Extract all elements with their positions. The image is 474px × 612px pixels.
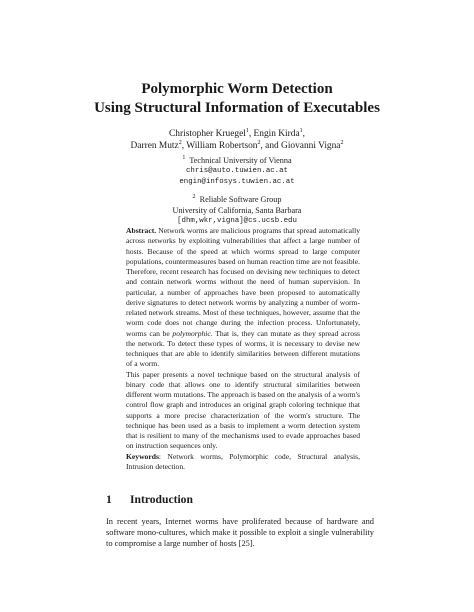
affiliation-email: engin@infosys.tuwien.ac.at bbox=[179, 177, 295, 186]
paper-title-line-2: Using Structural Information of Executables bbox=[94, 100, 380, 116]
author-separator: , bbox=[302, 129, 305, 139]
body-paragraph: In recent years, Internet worms have proliferated because of hardware and software mono-cultures, which make it possible to exploit a single vulnerability to compromise a large number of hosts [25]. bbox=[106, 517, 374, 548]
abstract-label: Abstract. bbox=[126, 226, 157, 235]
author-separator: , bbox=[248, 129, 254, 139]
author-separator: , and bbox=[260, 141, 282, 151]
affiliation-block bbox=[0, 156, 474, 226]
author-affiliation-mark: 2 bbox=[340, 140, 344, 146]
author-line-2 bbox=[0, 140, 474, 152]
abstract-text: . That is, they can mutate as they spread across the network. To detect these types of worms, it is necessary to devise new techniques that are able to identify similarities between different mutations of a worm. bbox=[126, 328, 360, 369]
section-number: 1 bbox=[106, 493, 112, 506]
introduction-text bbox=[106, 516, 374, 549]
section-heading bbox=[106, 493, 193, 507]
affiliation-name: Reliable Software Group bbox=[199, 195, 282, 205]
author-affiliation-mark: 2 bbox=[178, 140, 182, 146]
affiliation-1 bbox=[0, 156, 474, 166]
keywords-text: : Network worms, Polymorphic code, Structural analysis, Intrusion detection. bbox=[126, 452, 360, 472]
author-separator: , bbox=[181, 141, 187, 151]
author-affiliation-mark: 1 bbox=[299, 128, 303, 134]
affiliation-mark: 1 bbox=[182, 155, 186, 161]
affiliation-2 bbox=[0, 195, 474, 205]
affiliation-email: [dhm,wkr,vigna]@cs.ucsb.edu bbox=[177, 217, 297, 226]
abstract-text: Network worms are malicious programs that spread automatically across networks by exploiting vulnerabilities that affect a large number of hosts. Because of the speed at which worms spread to large computer populations, countermeasures based on human reaction time are not feasible. Therefore, recent research has focused on devising new techniques to detect and contain network worms without the need of human supervision. In particular, a number of approaches have been proposed to automatically derive signatures to detect network worms by analyzing a number of worm-related network streams. Most of these techniques, however, assume that the worm code does not change during the infection process. Unfortunately, worms can be bbox=[126, 226, 360, 338]
affiliation-name: Technical University of Vienna bbox=[189, 156, 292, 165]
abstract-paragraph-1 bbox=[126, 226, 360, 370]
author-name: William Robertson bbox=[186, 141, 258, 151]
author-name: Christopher Kruegel bbox=[169, 129, 246, 139]
abstract-emphasis: polymorphic bbox=[172, 328, 211, 338]
author-line-1 bbox=[0, 128, 474, 140]
keywords bbox=[126, 452, 360, 473]
keywords-label: Keywords bbox=[126, 452, 159, 461]
paper-title-line-1: Polymorphic Worm Detection bbox=[141, 81, 333, 97]
section-title: Introduction bbox=[130, 493, 193, 506]
author-name: Darren Mutz bbox=[130, 141, 179, 151]
abstract bbox=[126, 226, 360, 452]
affiliation-email: chris@auto.tuwien.ac.at bbox=[185, 167, 288, 176]
author-affiliation-mark: 2 bbox=[257, 140, 261, 146]
abstract-paragraph-2: This paper presents a novel technique based on the structural analysis of binary code that allows one to identify structural similarities between different worm mutations. The approach is based on the analysis of a worm's control flow graph and introduces an original graph coloring technique that supports a more precise characterization of the worm's structure. The technique has been used as a basis to implement a worm detection system that is resilient to many of the mechanisms used to evade approaches based on instruction sequences only. bbox=[126, 369, 360, 451]
author-name: Giovanni Vigna bbox=[281, 141, 341, 151]
author-affiliation-mark: 1 bbox=[245, 128, 249, 134]
affiliation-institution: University of California, Santa Barbara bbox=[172, 205, 302, 215]
affiliation-mark: 2 bbox=[192, 194, 196, 201]
author-name: Engin Kirda bbox=[253, 129, 300, 139]
